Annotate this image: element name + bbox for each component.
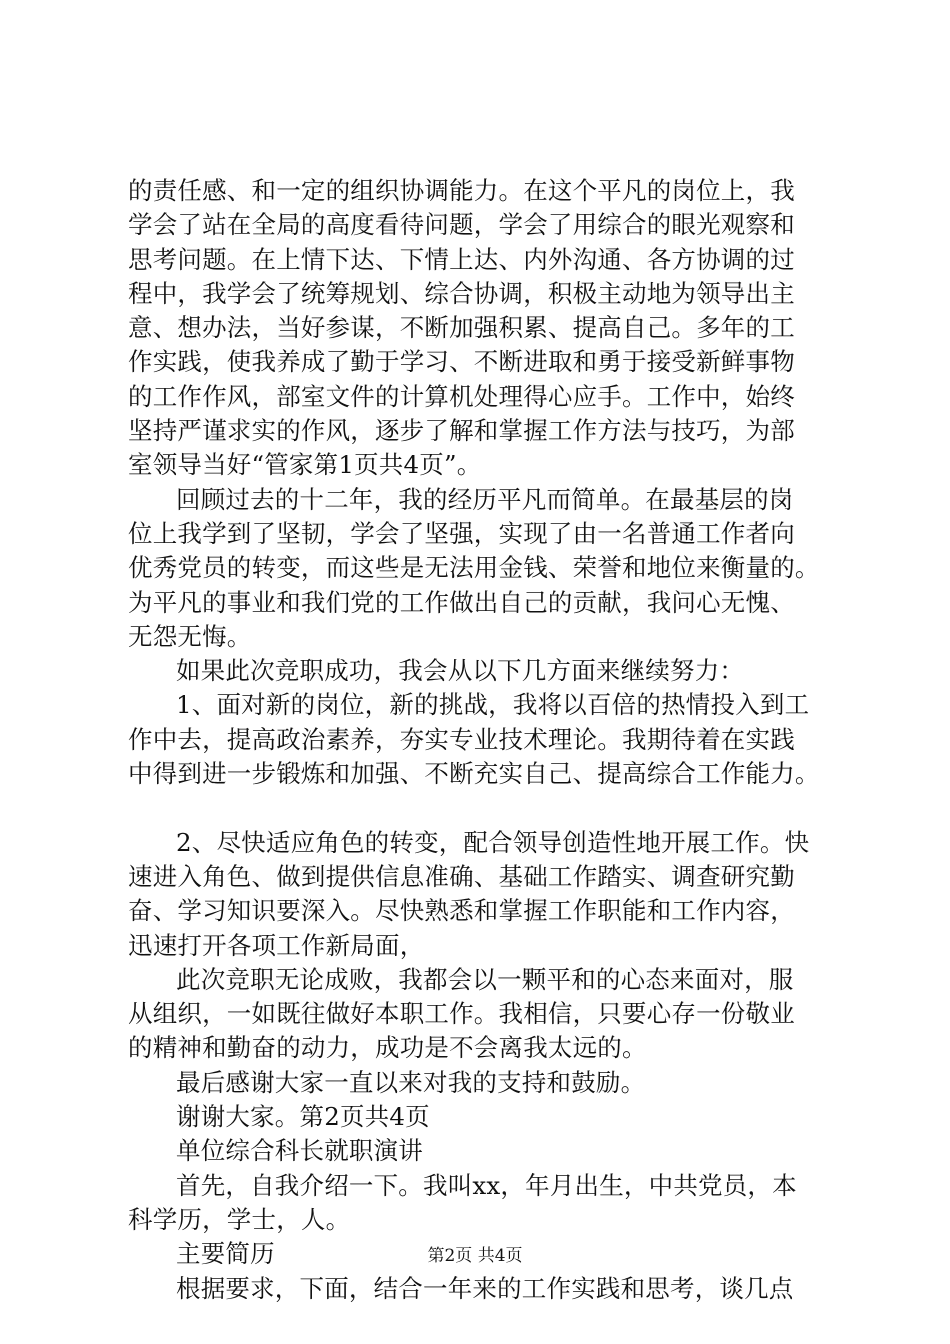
text-line: 意、想办法，当好参谋，不断加强积累、提高自己。多年的工 [128, 313, 795, 343]
text-line: 速进入角色、做到提供信息准确、基础工作踏实、调查研究勤 [128, 861, 795, 891]
text-line: 的精神和勤奋的动力，成功是不会离我太远的。 [128, 1033, 647, 1063]
subheading-line: 主要简历 [176, 1239, 275, 1269]
page-footer: 第2页 共4页 [427, 1246, 523, 1266]
text-line: 的责任感、和一定的组织协调能力。在这个平凡的岗位上，我 [128, 176, 795, 205]
paragraph-start-line: 最后感谢大家一直以来对我的支持和鼓励。 [176, 1067, 646, 1097]
text-line: 作实践，使我养成了勤于学习、不断进取和勇于接受新鲜事物 [128, 347, 795, 377]
text-line: 思考问题。在上情下达、下情上达、内外沟通、各方协调的过 [128, 244, 795, 274]
text-line: 坚持严谨求实的作风，逐步了解和掌握工作方法与技巧，为部 [128, 416, 795, 446]
paragraph-start-line: 如果此次竞职成功，我会从以下几方面来继续努力： [176, 656, 745, 686]
text-line: 迅速打开各项工作新局面， [128, 930, 425, 960]
text-line: 优秀党员的转变，而这些是无法用金钱、荣誉和地位来衡量的。 [128, 553, 820, 583]
section-title-line: 单位综合科长就职演讲 [176, 1136, 423, 1166]
text-line: 无怨无悔。 [128, 621, 252, 651]
text-line: 的工作作风，部室文件的计算机处理得心应手。工作中，始终 [128, 381, 795, 411]
paragraph-start-line: 根据要求，下面，结合一年来的工作实践和思考，谈几点 [176, 1273, 794, 1303]
paragraph-start-line: 此次竞职无论成败，我都会以一颗平和的心态来面对，服 [176, 964, 794, 994]
text-line: 中得到进一步锻炼和加强、不断充实自己、提高综合工作能力。 [128, 759, 820, 789]
paragraph-start-line: 首先，自我介绍一下。我叫xx，年月出生，中共党员，本 [176, 1170, 797, 1200]
text-line: 程中，我学会了统筹规划、综合协调，积极主动地为领导出主 [128, 278, 795, 308]
text-line: 作中去，提高政治素养，夯实专业技术理论。我期待着在实践 [128, 724, 795, 754]
paragraph-start-line: 回顾过去的十二年，我的经历平凡而简单。在最基层的岗 [176, 484, 794, 514]
text-line: 科学历，学士，人。 [128, 1204, 351, 1234]
paragraph-start-line: 2、尽快适应角色的转变，配合领导创造性地开展工作。快 [176, 827, 810, 857]
paragraph-start-line: 1、面对新的岗位，新的挑战，我将以百倍的热情投入到工 [176, 690, 810, 720]
text-line: 位上我学到了坚韧，学会了坚强，实现了由一名普通工作者向 [128, 518, 795, 548]
text-line: 为平凡的事业和我们党的工作做出自己的贡献，我问心无愧、 [128, 587, 795, 617]
document-body [128, 174, 828, 1306]
paragraph-start-line: 谢谢大家。第2页共4页 [176, 1102, 430, 1132]
text-line: 从组织，一如既往做好本职工作。我相信，只要心存一份敬业 [128, 999, 795, 1029]
text-line: 学会了站在全局的高度看待问题，学会了用综合的眼光观察和 [128, 210, 795, 240]
text-line: 室领导当好“管家第1页共4页”。 [128, 450, 482, 480]
blank-line [128, 791, 828, 825]
text-line: 奋、学习知识要深入。尽快熟悉和掌握工作职能和工作内容， [128, 896, 795, 926]
